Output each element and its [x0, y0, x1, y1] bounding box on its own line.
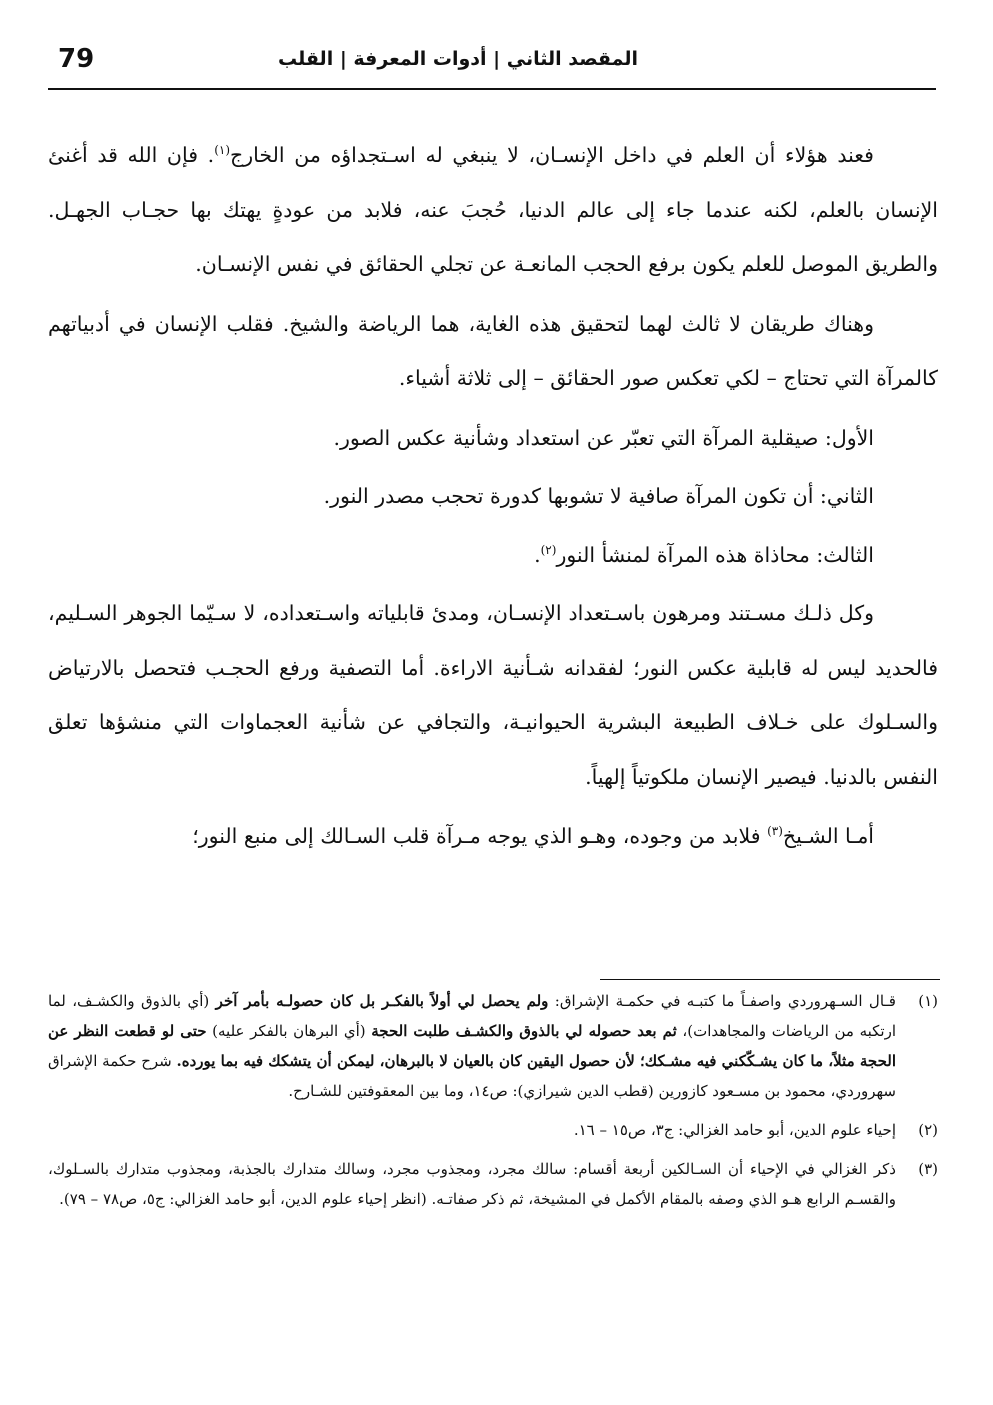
footnote-text: قـال السـهروردي واصفـاً ما كتبـه في حكمـة الإشراق: ولم يحصل لي أولاً بالفكـر بل كان حصولـه بأمر آخر (أي بالذوق والكشـف، لما ارتكبه من الرياضات والمجاهدات)، ثم بعد حصوله لي بالذوق والكشـف طلبت الحجة (أي البرهان بالفكر عليه) حتى لو قطعت النظر عن الحجة مثلاً، ما كان يشـكّكني فيه مشـكك؛ لأن حصول اليقين كان بالعيان لا بالبرهان، ليمكن أن يتشكك فيه بما يورده. شرح حكمة الإشراق سهروردي، محمود بن مسـعود كازورين (قطب الدين شيرازي): ص١٤، وما بين المعقوفتين للشـارح. — [48, 992, 897, 1100]
footnote-2 — [48, 1115, 938, 1145]
paragraph-1: فعند هؤلاء أن العلم في داخل الإنسـان، لا ينبغي له اسـتجداؤه من الخارج$^{(١)}$. فإن الله قد أغنئ الإنسان بالعلم، لكنه عندما جاء إلى عالم الدنيا، حُجبَ عنه، فلابد من عودةٍ يهتك بها حجـاب الجهـل. والطريق الموصل للعلم يكون برفع الحجب المانعـة عن تجلي الحقائق في نفس الإنسـان. — [48, 143, 938, 276]
footnote-ref-2: (٢) — [540, 542, 557, 557]
footnotes — [48, 986, 938, 1223]
list-item-second: الثاني: أن تكون المرآة صافية لا تشوبها كدورة تحجب مصدر النور. — [323, 484, 874, 508]
footnote-text: إحياء علوم الدين، أبو حامد الغزالي: ج٣، ص١٥ – ١٦. — [573, 1121, 896, 1139]
footnote-divider — [600, 979, 940, 980]
paragraph-2: وهناك طريقان لا ثالث لهما لتحقيق هذه الغاية، هما الرياضة والشيخ. فقلب الإنسان في أدبياتهم كالمرآة التي تحتاج – لكي تعكس صور الحقائق – إلى ثلاثة أشياء. — [48, 311, 938, 390]
footnote-1 — [48, 986, 938, 1106]
list-item-first: الأول: صيقلية المرآة التي تعبّر عن استعداد وشأنية عكس الصور. — [333, 425, 874, 450]
footnote-text: ذكر الغزالي في الإحياء أن السـالكين أربعة أقسام: سالك مجرد، ومجذوب مجرد، وسالك متدارك بالجذبة، ومجذوب متدارك بالسـلوك، والقسـم الرابع هـو الذي وصفه بالمقام الأكمل في المشيخة، ثم ذكر صفاتـه. (انظر إحياء علوم الدين، أبو حامد الغزالي: ج٥، ص٧٨ – ٧٩). — [48, 1160, 896, 1208]
page-number: 79 — [58, 44, 95, 74]
paragraph-4: أمـا الشـيخ$^{(٣)}$ فلابد من وجوده، وهـو الذي يوجه مـرآة قلب السـالك إلى منبع النور؛ — [192, 824, 874, 848]
running-head: المقصد الثاني | أدوات المعرفة | القلب — [278, 48, 638, 70]
footnote-3 — [48, 1154, 938, 1214]
list-item-third: الثالث: محاذاة هذه المرآة لمنشأ النور$^{(٢)}$. — [534, 542, 874, 567]
page-header — [48, 38, 936, 90]
footnote-ref-1: (١) — [214, 143, 231, 158]
footnote-ref-3: (٣) — [767, 824, 783, 839]
paragraph-3: وكل ذلـك مسـتند ومرهون باسـتعداد الإنسـان، ومدئ قابلياته واسـتعداده، لا سـيّما الجوهر السـليم، فالحديد ليس له قابلية عكس النور؛ لفقدانه شـأنية الاراءة. أما التصفية ورفع الحجـب فتحصل بالارتياض والسـلوك على خـلاف الطبيعة البشرية الحيوانيـة، والتجافي عن شأنية العجماوات التي منشؤها تعلق النفس بالدنيا. فيصير الإنسان ملكوتياً إلهياً. — [48, 601, 938, 789]
main-text — [48, 128, 938, 869]
footnote-number: (٢) — [918, 1121, 938, 1139]
footnote-number: (٣) — [918, 1160, 938, 1178]
footnote-number: (١) — [918, 992, 938, 1010]
